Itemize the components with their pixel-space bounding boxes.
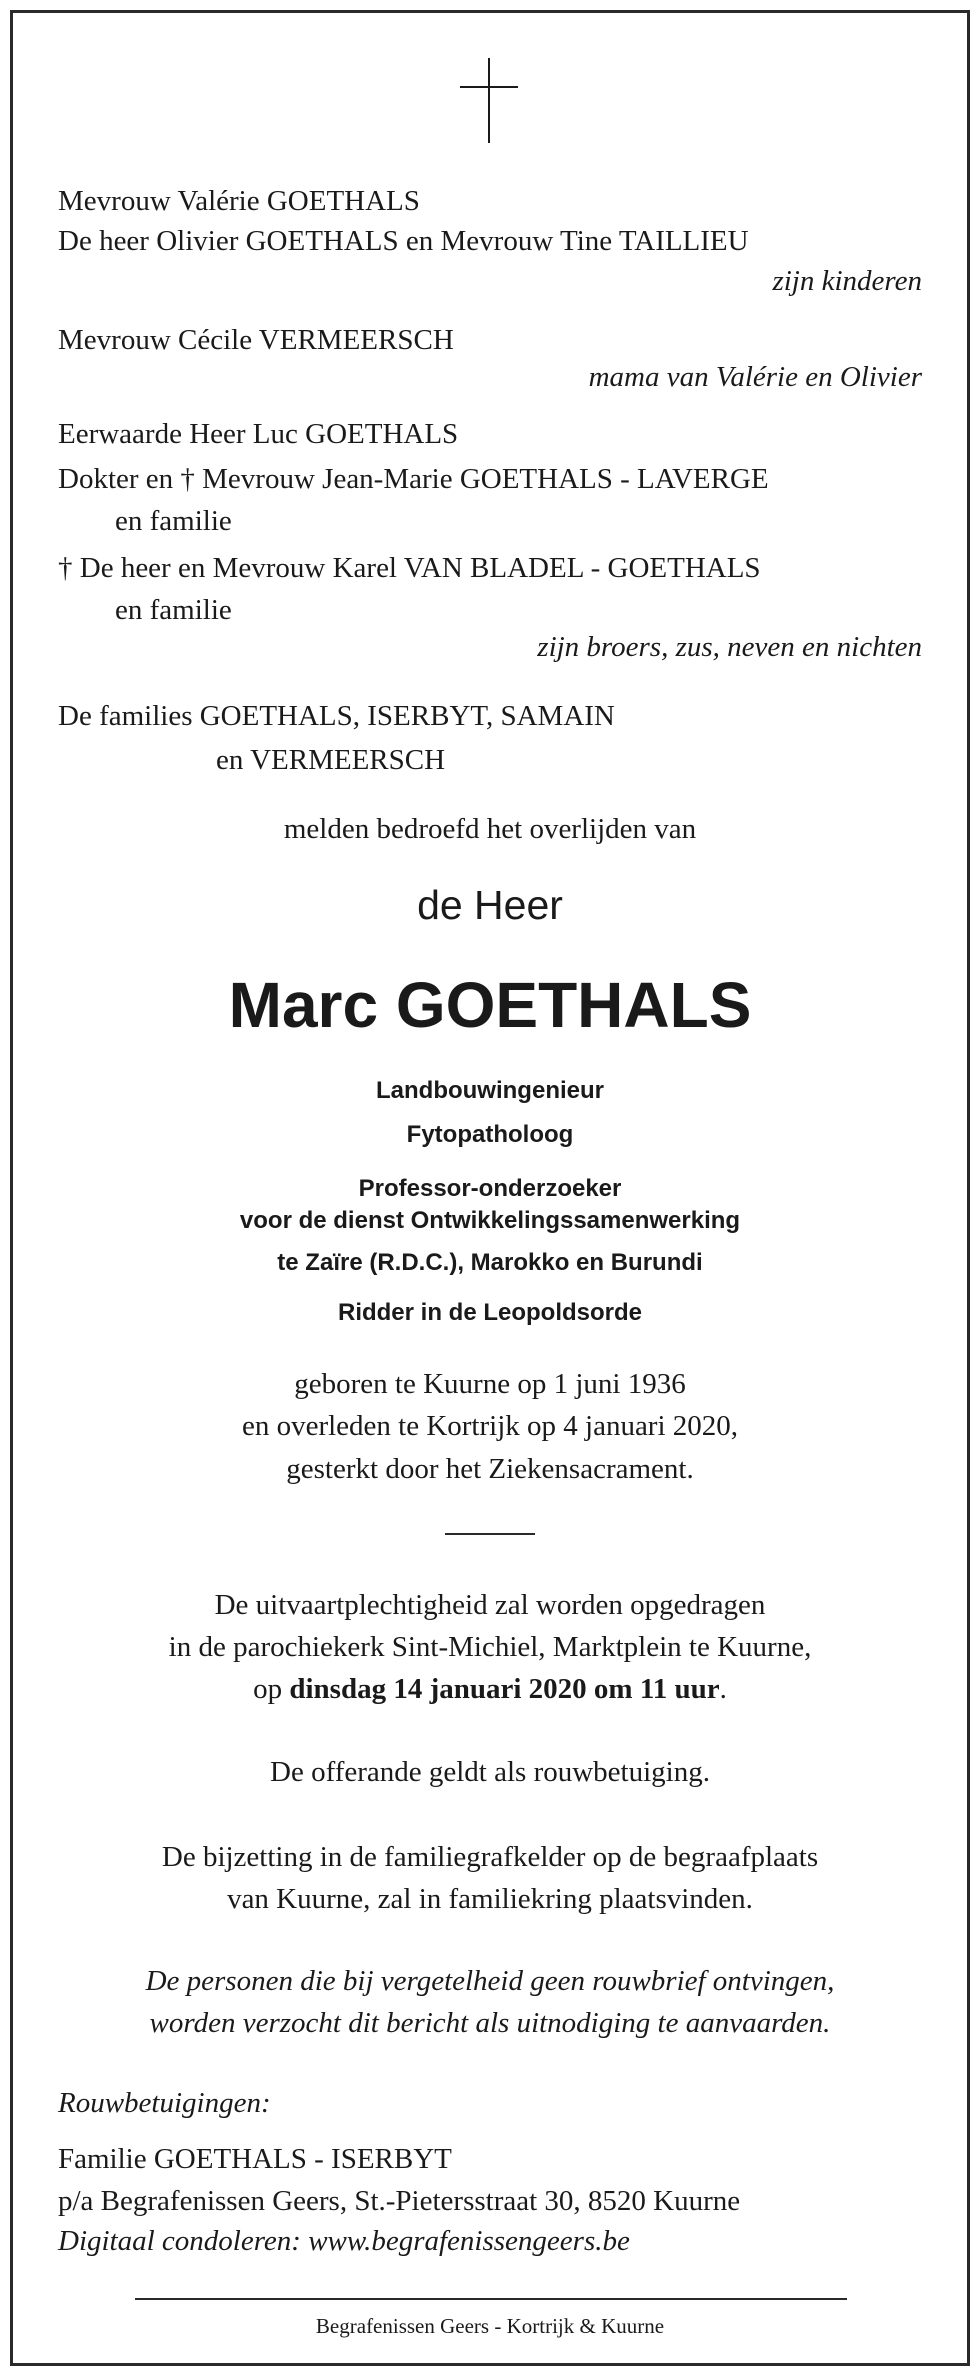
condolences-address: p/a Begrafenissen Geers, St.-Pietersstraat 30, 8520 Kuurne — [58, 2185, 741, 2217]
honorific: de Heer — [417, 882, 563, 928]
funeral-line-1: De uitvaartplechtigheid zal worden opgedragen — [214, 1589, 766, 1621]
title-line-5: te Zaïre (R.D.C.), Marokko en Burundi — [277, 1249, 703, 1276]
families-line-2: en VERMEERSCH — [216, 744, 446, 776]
funeral-suffix: . — [719, 1673, 727, 1705]
burial-line-2: van Kuurne, zal in familiekring plaatsvinden. — [227, 1883, 753, 1915]
burial-line-1: De bijzetting in de familiegrafkelder op de begraafplaats — [161, 1841, 819, 1873]
siblings-role: zijn broers, zus, neven en nichten — [537, 631, 922, 663]
life-line-3: gesterkt door het Ziekensacrament. — [286, 1453, 694, 1485]
cross-icon — [460, 58, 518, 143]
funeral-date: dinsdag 14 januari 2020 om 11 uur — [289, 1673, 720, 1705]
children-role: zijn kinderen — [772, 265, 922, 297]
separator-rule — [445, 1533, 535, 1535]
mother-role: mama van Valérie en Olivier — [588, 361, 922, 393]
title-line-1: Landbouwingenieur — [376, 1077, 604, 1104]
funeral-prefix: op — [253, 1673, 290, 1705]
deceased-name: Marc GOETHALS — [228, 969, 752, 1041]
life-line-2: en overleden te Kortrijk op 4 januari 2020, — [241, 1410, 739, 1442]
family-child-2: De heer Olivier GOETHALS en Mevrouw Tine TAILLIEU — [58, 225, 749, 257]
sibling-line-1: Eerwaarde Heer Luc GOETHALS — [58, 418, 459, 450]
sibling-line-4: † De heer en Mevrouw Karel VAN BLADEL - GOETHALS — [58, 552, 761, 584]
families-line-1: De families GOETHALS, ISERBYT, SAMAIN — [58, 700, 615, 732]
offering: De offerande geldt als rouwbetuiging. — [270, 1756, 710, 1788]
family-mother: Mevrouw Cécile VERMEERSCH — [58, 324, 454, 356]
sibling-line-3: en familie — [115, 505, 232, 537]
life-line-1: geboren te Kuurne op 1 juni 1936 — [294, 1368, 686, 1400]
title-line-6: Ridder in de Leopoldsorde — [337, 1299, 643, 1326]
sibling-line-5: en familie — [115, 594, 232, 626]
condolences-heading: Rouwbetuigingen: — [58, 2087, 271, 2119]
invitation-line-2: worden verzocht dit bericht als uitnodiging te aanvaarden. — [149, 2007, 831, 2039]
invitation-line-1: De personen die bij vergetelheid geen rouwbrief ontvingen, — [145, 1965, 835, 1997]
title-line-4: voor de dienst Ontwikkelingssamenwerking — [239, 1207, 741, 1234]
footer-rule — [135, 2298, 847, 2300]
sibling-line-2: Dokter en † Mevrouw Jean-Marie GOETHALS - LAVERGE — [58, 463, 769, 495]
family-child-1: Mevrouw Valérie GOETHALS — [58, 185, 420, 217]
announcement: melden bedroefd het overlijden van — [283, 813, 697, 845]
title-line-2: Fytopatholoog — [406, 1121, 574, 1148]
condolences-name: Familie GOETHALS - ISERBYT — [58, 2143, 452, 2175]
title-line-3: Professor-onderzoeker — [358, 1175, 622, 1202]
funeral-line-3 — [0, 1670, 980, 1708]
condolences-online: Digitaal condoleren: www.begrafenissengeers.be — [58, 2225, 630, 2257]
footer-text: Begrafenissen Geers - Kortrijk & Kuurne — [315, 2314, 665, 2338]
funeral-line-2: in de parochiekerk Sint-Michiel, Marktplein te Kuurne, — [168, 1631, 812, 1663]
